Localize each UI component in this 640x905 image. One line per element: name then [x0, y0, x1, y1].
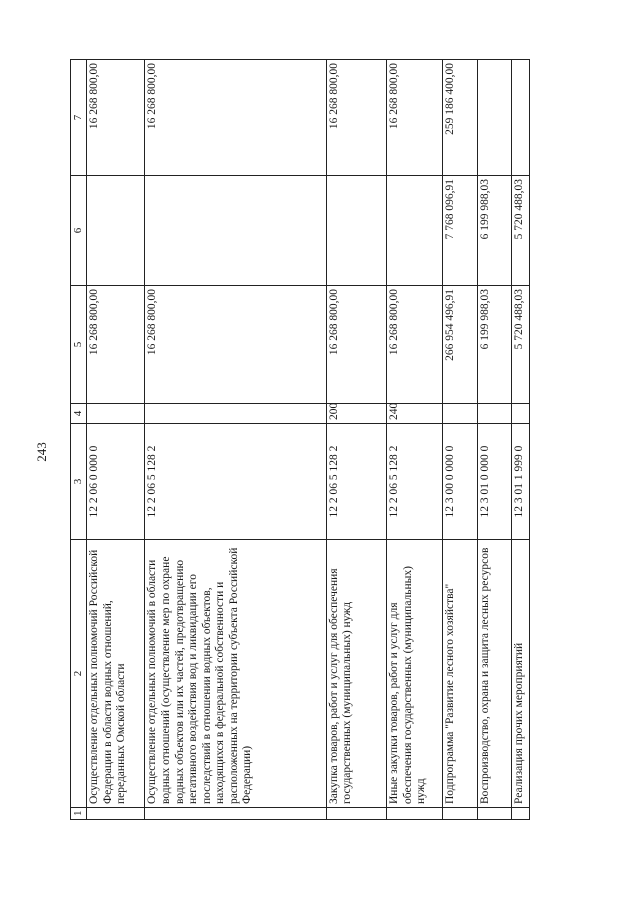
row-expense-type — [443, 404, 477, 424]
row-value-5: 16 268 800,00 — [387, 286, 443, 404]
row-value-6: 6 199 988,03 — [477, 176, 511, 286]
row-number — [326, 808, 386, 820]
row-value-6: 5 720 488,03 — [511, 176, 529, 286]
row-expense-type: 200 — [326, 404, 386, 424]
budget-table — [70, 59, 530, 820]
row-name: Иные закупки товаров, работ и услуг для обеспечения государственных (муниципальных) нужд — [387, 540, 443, 808]
col-header-1: 1 — [71, 808, 87, 820]
row-number — [87, 808, 145, 820]
row-value-5: 6 199 988,03 — [477, 286, 511, 404]
row-number — [443, 808, 477, 820]
table-row — [326, 60, 386, 820]
table-row — [145, 60, 326, 820]
row-value-6 — [387, 176, 443, 286]
table-row — [511, 60, 529, 820]
col-header-5: 5 — [71, 286, 87, 404]
row-value-7: 16 268 800,00 — [145, 60, 326, 176]
row-value-7: 16 268 800,00 — [326, 60, 386, 176]
row-value-7 — [477, 60, 511, 176]
row-value-7: 259 186 400,00 — [443, 60, 477, 176]
table-row — [477, 60, 511, 820]
col-header-2: 2 — [71, 540, 87, 808]
row-code: 12 3 01 0 000 0 — [477, 424, 511, 540]
row-expense-type — [145, 404, 326, 424]
row-code: 12 2 06 5 128 2 — [145, 424, 326, 540]
row-code: 12 3 00 0 000 0 — [443, 424, 477, 540]
col-header-7: 7 — [71, 60, 87, 176]
row-value-6 — [326, 176, 386, 286]
row-name: Закупка товаров, работ и услуг для обеспечения государственных (муниципальных) нужд — [326, 540, 386, 808]
row-value-7: 16 268 800,00 — [387, 60, 443, 176]
header-row — [71, 60, 87, 820]
row-expense-type — [87, 404, 145, 424]
page-number: 243 — [34, 442, 49, 462]
row-value-5: 266 954 496,91 — [443, 286, 477, 404]
row-code: 12 2 06 5 128 2 — [387, 424, 443, 540]
row-expense-type — [511, 404, 529, 424]
col-header-3: 3 — [71, 424, 87, 540]
row-value-6: 7 768 096,91 — [443, 176, 477, 286]
col-header-6: 6 — [71, 176, 87, 286]
row-code: 12 2 06 0 000 0 — [87, 424, 145, 540]
row-value-5: 16 268 800,00 — [326, 286, 386, 404]
row-name: Реализация прочих мероприятий — [511, 540, 529, 808]
row-value-7 — [511, 60, 529, 176]
row-number — [145, 808, 326, 820]
row-value-5: 5 720 488,03 — [511, 286, 529, 404]
row-value-5: 16 268 800,00 — [87, 286, 145, 404]
table-row — [443, 60, 477, 820]
row-value-6 — [145, 176, 326, 286]
row-name: Осуществление отдельных полномочий Российской Федерации в области водных отношений, переданных Омской области — [87, 540, 145, 808]
row-name: Подпрограмма "Развитие лесного хозяйства" — [443, 540, 477, 808]
row-value-6 — [87, 176, 145, 286]
row-code: 12 2 06 5 128 2 — [326, 424, 386, 540]
row-value-7: 16 268 800,00 — [87, 60, 145, 176]
row-name: Воспроизводство, охрана и защита лесных ресурсов — [477, 540, 511, 808]
table-row — [387, 60, 443, 820]
table-row — [87, 60, 145, 820]
row-number — [511, 808, 529, 820]
row-name: Осуществление отдельных полномочий в области водных отношений (осуществление мер по охране водных объектов или их частей, предотвращению негативного воздействия вод и ликвидации его последствий в отношении водных объектов, находящихся в федеральной собственности и расположенных на территории субъекта Российской Федерации) — [145, 540, 326, 808]
row-expense-type: 240 — [387, 404, 443, 424]
row-code: 12 3 01 1 999 0 — [511, 424, 529, 540]
col-header-4: 4 — [71, 404, 87, 424]
row-value-5: 16 268 800,00 — [145, 286, 326, 404]
row-number — [477, 808, 511, 820]
rotated-table-wrapper — [70, 60, 530, 820]
row-expense-type — [477, 404, 511, 424]
row-number — [387, 808, 443, 820]
